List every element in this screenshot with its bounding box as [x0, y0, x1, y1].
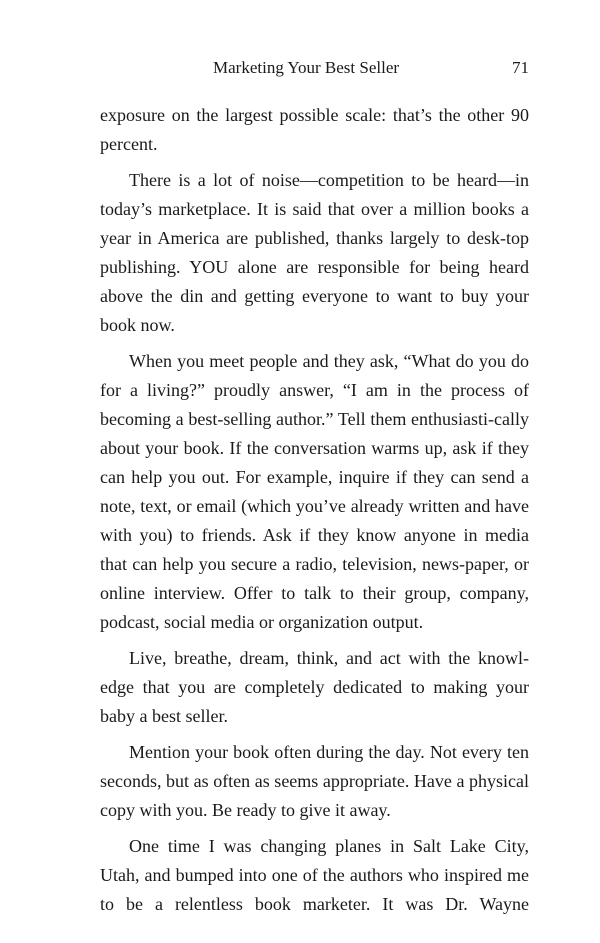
paragraph-4: Live, breathe, dream, think, and act with the knowl-edge that you are completely dedicated to making your baby a best seller. [100, 648, 529, 726]
page-number: 71 [512, 58, 529, 77]
paragraph-2: There is a lot of noise—competition to be heard—in today’s marketplace. It is said that over a million books a year in America are published, thanks largely to desk-top publishing. YOU alone are responsible for being heard above the din and getting everyone to want to buy your book now. [100, 170, 529, 335]
paragraph-3: When you meet people and they ask, “What do you do for a living?” proudly answer, “I am in the process of becoming a best-selling author.” Tell them enthusiasti-cally about your book. If the conversation warms up, ask if they can help you out. For example, inquire if they can send a note, text, or email (which you’ve already written and have with you) to friends. Ask if they know anyone in media that can help you secure a radio, television, news-paper, or online interview. Offer to talk to their group, company, podcast, social media or organization output. [100, 351, 529, 632]
body-text [100, 101, 529, 926]
running-head [0, 55, 600, 81]
running-title: Marketing Your Best Seller [213, 58, 400, 77]
paragraph-6: One time I was changing planes in Salt Lake City, Utah, and bumped into one of the authors who inspired me to be a relentless book marketer. It was Dr. Wayne [100, 836, 529, 914]
paragraph-5: Mention your book often during the day. Not every ten seconds, but as often as seems appropriate. Have a physical copy with you. Be ready to give it away. [100, 742, 529, 820]
paragraph-1: exposure on the largest possible scale: that’s the other 90 percent. [100, 105, 529, 154]
